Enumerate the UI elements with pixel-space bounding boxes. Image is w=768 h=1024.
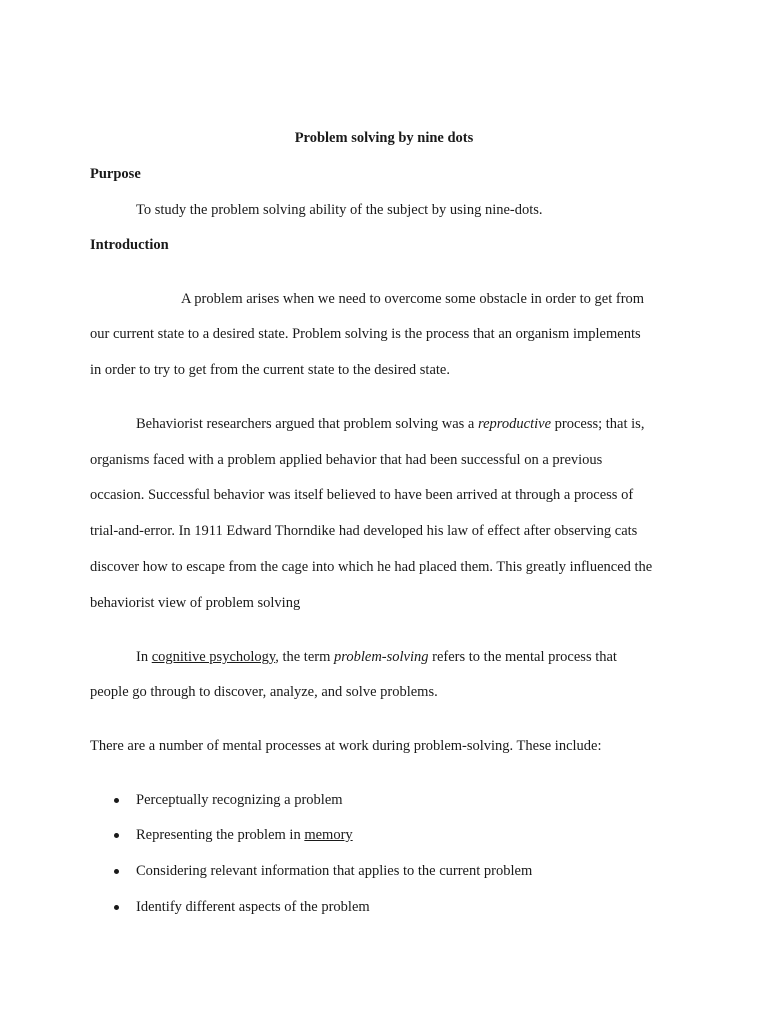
bullet-dot-icon bbox=[114, 833, 119, 838]
intro-p2-line1 bbox=[136, 415, 644, 433]
bullet-dot-icon bbox=[114, 905, 119, 910]
intro-p2-line3: occasion. Successful behavior was itself believed to have been arrived at through a process of bbox=[90, 487, 634, 503]
intro-p3-text-b: , the term bbox=[275, 649, 335, 665]
intro-p2-line2: organisms faced with a problem applied behavior that had been successful on a previous bbox=[90, 452, 603, 468]
intro-p2-text-b: process; that is, bbox=[551, 416, 645, 432]
introduction-heading: Introduction bbox=[90, 237, 169, 253]
intro-p1-line1: A problem arises when we need to overcome some obstacle in order to get from bbox=[181, 291, 645, 307]
intro-p3-line1 bbox=[136, 648, 617, 666]
bullet-item-3: Considering relevant information that applies to the current problem bbox=[136, 863, 533, 879]
cognitive-psychology-link[interactable]: cognitive psychology bbox=[151, 649, 276, 665]
bullet-item-1: Perceptually recognizing a problem bbox=[136, 792, 343, 808]
bullet-item-4: Identify different aspects of the problem bbox=[136, 899, 370, 915]
intro-p3-text-a: In bbox=[136, 649, 152, 665]
memory-link[interactable]: memory bbox=[304, 827, 353, 843]
bullet-dot-icon bbox=[114, 798, 119, 803]
bullet-dot-icon bbox=[114, 869, 119, 874]
intro-p2-line6: behaviorist view of problem solving bbox=[90, 595, 301, 611]
intro-p4: There are a number of mental processes at work during problem-solving. These include: bbox=[90, 738, 602, 754]
purpose-text: To study the problem solving ability of the subject by using nine-dots. bbox=[136, 202, 543, 218]
intro-p3-line2: people go through to discover, analyze, and solve problems. bbox=[90, 684, 438, 700]
reproductive-italic: reproductive bbox=[478, 416, 552, 432]
intro-p2-line5: discover how to escape from the cage into which he had placed them. This greatly influenced the bbox=[90, 559, 653, 575]
intro-p2-text-a: Behaviorist researchers argued that problem solving was a bbox=[136, 416, 478, 432]
intro-p1-line3: in order to try to get from the current state to the desired state. bbox=[90, 362, 450, 378]
intro-p3-text-c: refers to the mental process that bbox=[428, 649, 617, 665]
problem-solving-italic: problem-solving bbox=[334, 649, 429, 665]
document-title: Problem solving by nine dots bbox=[294, 130, 474, 146]
purpose-heading: Purpose bbox=[90, 166, 141, 182]
intro-p1-line2: our current state to a desired state. Problem solving is the process that an organism implements bbox=[90, 326, 641, 342]
bullet-item-2 bbox=[136, 826, 353, 844]
intro-p2-line4: trial-and-error. In 1911 Edward Thorndike had developed his law of effect after observing cats bbox=[90, 523, 638, 539]
bullet-item-2-text: Representing the problem in bbox=[136, 827, 305, 843]
